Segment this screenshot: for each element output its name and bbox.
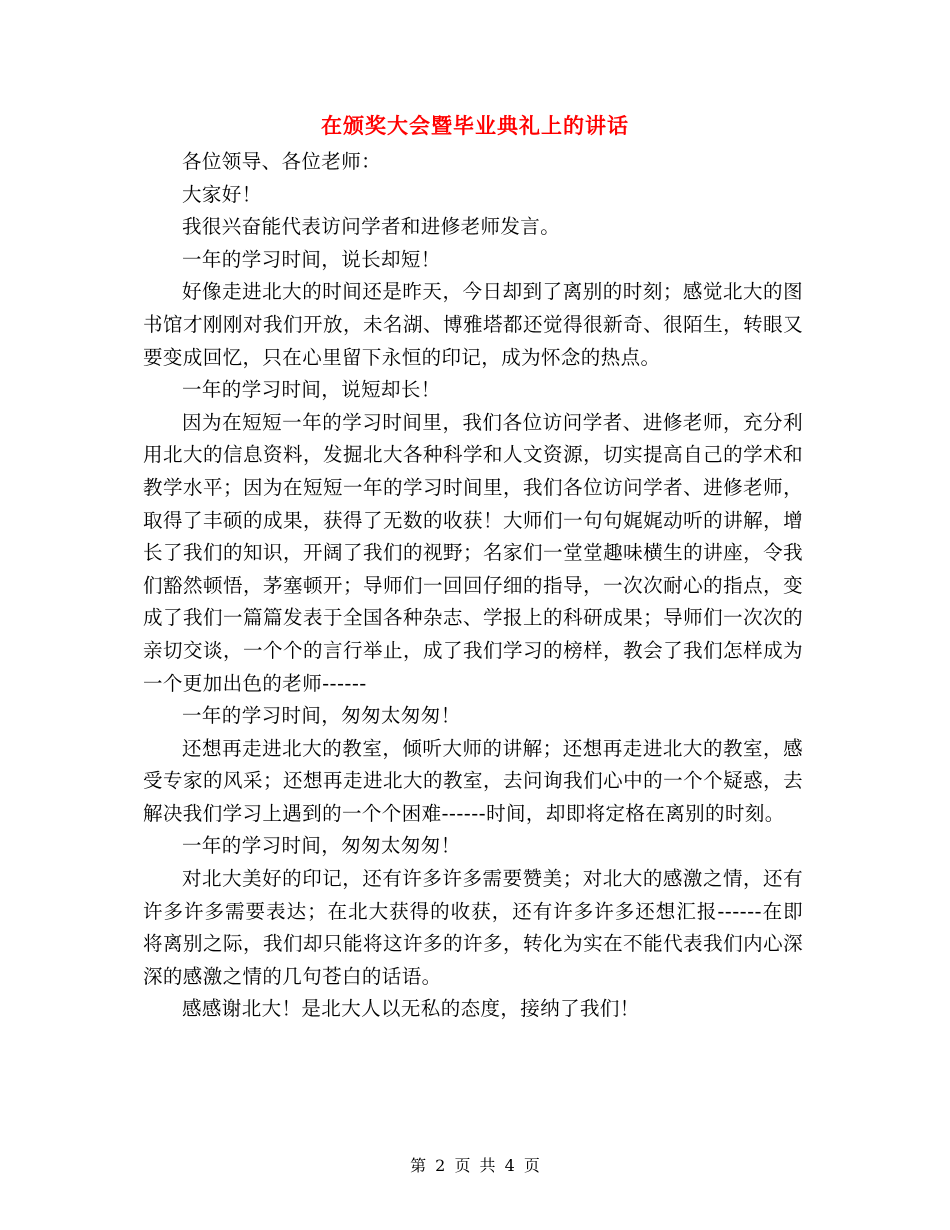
- paragraph: 感感谢北大！是北大人以无私的态度，接纳了我们！: [182, 997, 640, 1021]
- paragraph: 一年的学习时间，说长却短！: [182, 247, 441, 271]
- paragraph: 一年的学习时间，匆匆太匆匆！: [182, 834, 461, 858]
- paragraph: 一年的学习时间，匆匆太匆匆！: [182, 704, 461, 728]
- paragraph: 好像走进北大的时间还是昨天，今日却到了离别的时刻；感觉北大的图书馆才刚刚对我们开放，未名湖、博雅塔都还觉得很新奇、很陌生，转眼又要变成回忆，只在心里留下永恒的印记，成为怀念的热点。: [143, 280, 803, 369]
- document-title: 在颁奖大会暨毕业典礼上的讲话: [321, 114, 629, 138]
- paragraph: 还想再走进北大的教室，倾听大师的讲解；还想再走进北大的教室，感受专家的风采；还想再走进北大的教室，去问询我们心中的一个个疑惑，去解决我们学习上遇到的一个个困难------时间，却即将定格在离别的时刻。: [143, 736, 803, 825]
- paragraph: 因为在短短一年的学习时间里，我们各位访问学者、进修老师，充分利用北大的信息资料，发掘北大各种科学和人文资源，切实提高自己的学术和教学水平；因为在短短一年的学习时间里，我们各位访问学者、进修老师，取得了丰硕的成果，获得了无数的收获！大师们一句句娓娓动听的讲解，增长了我们的知识，开阔了我们的视野；名家们一堂堂趣味横生的讲座，令我们豁然顿悟，茅塞顿开；导师们一回回仔细的指导，一次次耐心的指点，变成了我们一篇篇发表于全国各种杂志、学报上的科研成果；导师们一次次的亲切交谈，一个个的言行举止，成了我们学习的榜样，教会了我们怎样成为一个更加出色的老师------: [143, 410, 803, 695]
- document-body: [143, 146, 803, 1026]
- paragraph-greeting: 大家好！: [182, 182, 262, 206]
- paragraph-salutation: 各位领导、各位老师：: [182, 150, 382, 173]
- page-number-footer: 第 2 页 共 4 页: [410, 1156, 540, 1175]
- paragraph: 一年的学习时间，说短却长！: [182, 378, 441, 402]
- paragraph: 对北大美好的印记，还有许多许多需要赞美；对北大的感激之情，还有许多许多需要表达；在北大获得的收获，还有许多许多还想汇报------在即将离别之际，我们却只能将这许多的许多，转化为实在不能代表我们内心深深的感激之情的几句苍白的话语。: [143, 867, 803, 988]
- paragraph: 我很兴奋能代表访问学者和进修老师发言。: [182, 215, 561, 239]
